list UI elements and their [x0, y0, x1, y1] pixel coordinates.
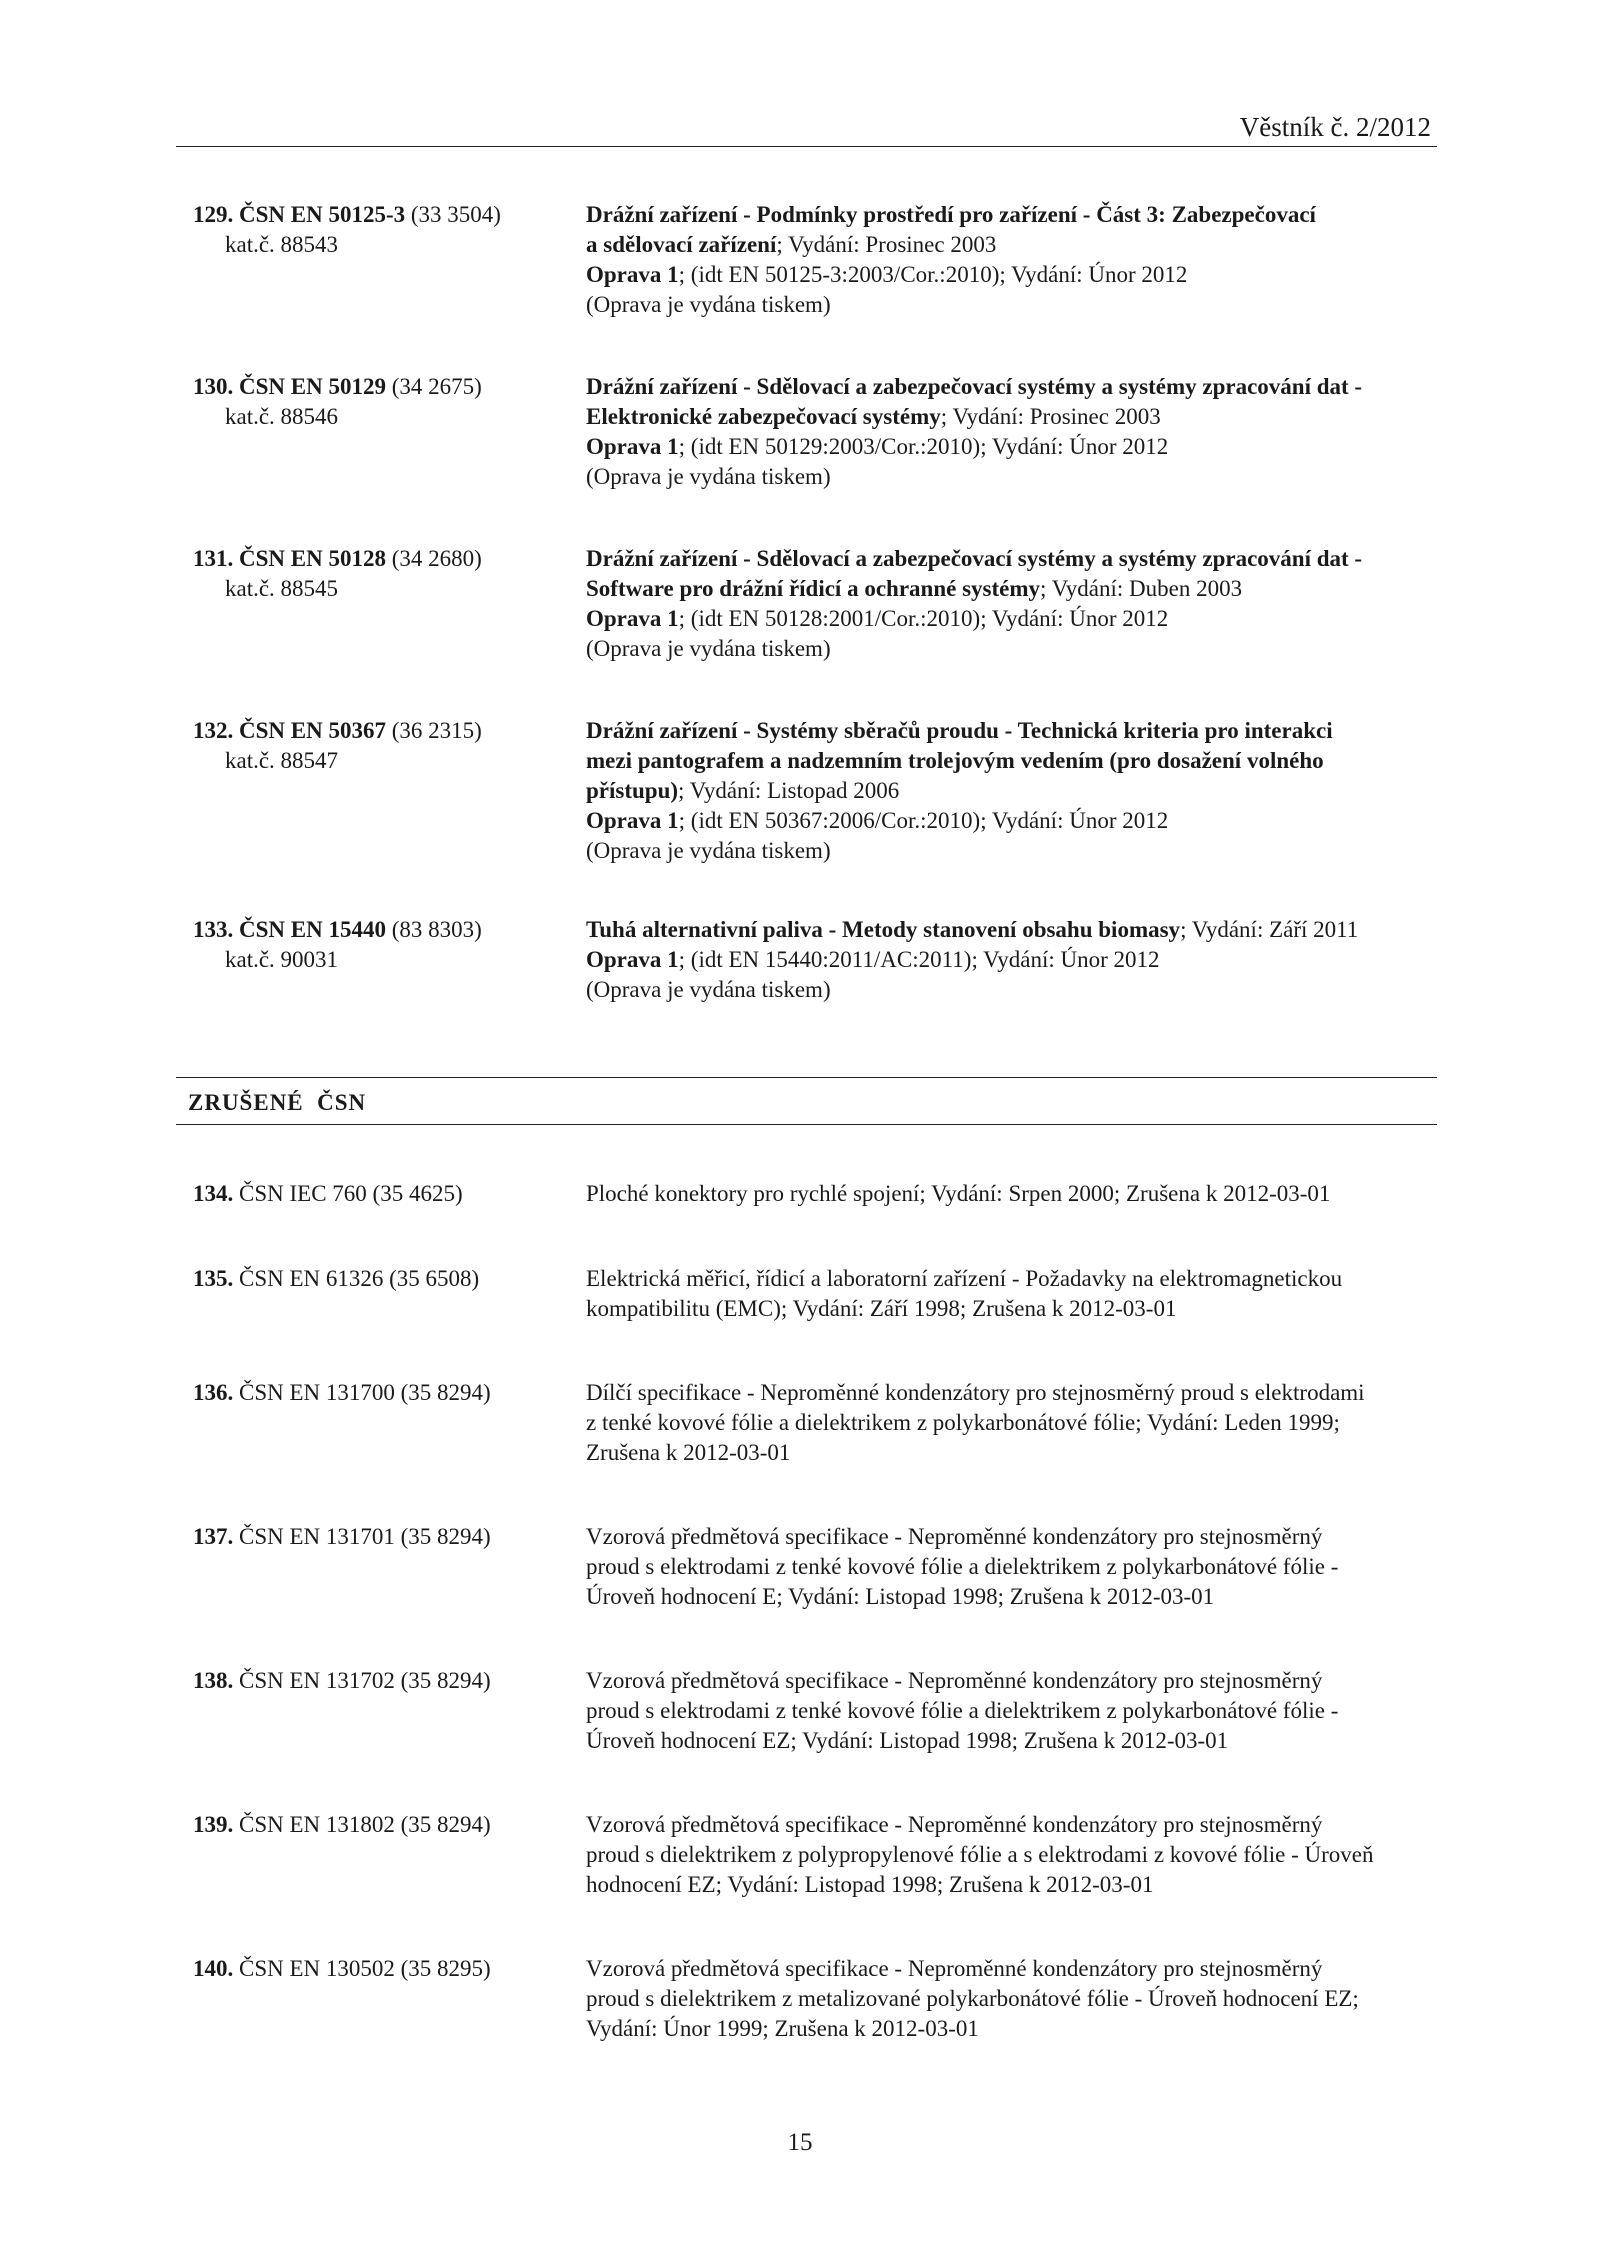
description-text: (Oprava je vydána tiskem)	[586, 977, 831, 1002]
description-text: ; (idt EN 50129:2003/Cor.:2010); Vydání: Únor 2012	[678, 434, 1169, 459]
entry-number: 129.	[193, 202, 234, 227]
entry-code-line	[193, 1954, 573, 1984]
entry-number: 131.	[193, 546, 234, 571]
entry-code-line	[193, 1666, 573, 1696]
description-line	[586, 806, 1446, 836]
entry-identifier	[193, 1264, 573, 1294]
description-line: Dílčí specifikace - Neproměnné kondenzátory pro stejnosměrný proud s elektrodami	[586, 1380, 1365, 1405]
description-bold: přístupu)	[586, 778, 679, 803]
description-line	[586, 776, 1446, 806]
entry-number: 130.	[193, 374, 234, 399]
description-line	[586, 716, 1446, 746]
entry-number: 135.	[193, 1266, 234, 1291]
description-line	[586, 402, 1446, 432]
description-bold: Drážní zařízení - Sdělovací a zabezpečovací systémy a systémy zpracování dat -	[586, 374, 1363, 399]
section-title: ZRUŠENÉ ČSN	[188, 1090, 367, 1115]
entry-description	[586, 1522, 1446, 1612]
description-line: Úroveň hodnocení E; Vydání: Listopad 1998; Zrušena k 2012-03-01	[586, 1584, 1215, 1609]
description-bold: a sdělovací zařízení	[586, 232, 777, 257]
description-line	[586, 975, 1446, 1005]
section-rule-bottom	[176, 1124, 1437, 1125]
page-number: 15	[787, 2129, 813, 2156]
description-bold: mezi pantografem a nadzemním trolejovým vedením (pro dosažení volného	[586, 748, 1324, 773]
entry-code-line	[193, 1522, 573, 1552]
entry-code-line	[193, 716, 573, 746]
description-bold: Drážní zařízení - Sdělovací a zabezpečovací systémy a systémy zpracování dat -	[586, 546, 1363, 571]
entry-number: 139.	[193, 1812, 234, 1837]
standard-code: ČSN EN 131802 (35 8294)	[239, 1812, 491, 1837]
description-line	[586, 574, 1446, 604]
catalog-number: kat.č. 88543	[225, 232, 339, 257]
description-bold: Software pro drážní řídicí a ochranné systémy	[586, 576, 1041, 601]
description-line	[586, 432, 1446, 462]
description-bold: Oprava 1	[586, 947, 679, 972]
standard-code: ČSN EN 50125-3	[239, 202, 406, 227]
description-line: proud s dielektrikem z metalizované polykarbonátové fólie - Úroveň hodnocení EZ;	[586, 1986, 1359, 2011]
description-line: Vzorová předmětová specifikace - Neproměnné kondenzátory pro stejnosměrný	[586, 1956, 1323, 1981]
standard-code: ČSN EN 131701 (35 8294)	[239, 1524, 491, 1549]
description-text: ; (idt EN 50128:2001/Cor.:2010); Vydání: Únor 2012	[678, 606, 1169, 631]
standard-code: ČSN EN 15440	[239, 917, 386, 942]
entry-code-line	[193, 544, 573, 574]
entry-code-line	[193, 1378, 573, 1408]
entry-number: 133.	[193, 917, 234, 942]
section-rule-top	[176, 1077, 1437, 1078]
standard-code: ČSN EN 50129	[239, 374, 386, 399]
entry-description	[586, 200, 1446, 320]
entry-number: 140.	[193, 1956, 234, 1981]
description-line	[586, 604, 1446, 634]
catalog-number: kat.č. 88546	[225, 404, 339, 429]
description-bold: Oprava 1	[586, 606, 679, 631]
entry-description	[586, 1264, 1446, 1324]
standard-code: ČSN EN 130502 (35 8295)	[239, 1956, 491, 1981]
description-line: Vydání: Únor 1999; Zrušena k 2012-03-01	[586, 2016, 979, 2041]
description-bold: Drážní zařízení - Podmínky prostředí pro zařízení - Část 3: Zabezpečovací	[586, 202, 1316, 227]
description-line	[586, 372, 1446, 402]
entry-identifier	[193, 1666, 573, 1696]
entry-description	[586, 1179, 1446, 1209]
description-line	[586, 836, 1446, 866]
entry-code-line	[193, 1264, 573, 1294]
description-line	[586, 462, 1446, 492]
description-line	[586, 290, 1446, 320]
entry-description	[586, 372, 1446, 492]
entry-code-line	[193, 372, 573, 402]
entry-description	[586, 1954, 1446, 2044]
standard-code: ČSN EN 50367	[239, 718, 386, 743]
entry-description	[586, 1378, 1446, 1468]
entry-code-line	[193, 1810, 573, 1840]
standard-code: ČSN EN 131700 (35 8294)	[239, 1380, 491, 1405]
entry-code-line	[193, 915, 573, 945]
bulletin-title: Věstník č. 2/2012	[1239, 112, 1431, 142]
description-text: ; Vydání: Duben 2003	[1040, 576, 1243, 601]
description-line: Vzorová předmětová specifikace - Neproměnné kondenzátory pro stejnosměrný	[586, 1524, 1323, 1549]
description-line: Elektrická měřicí, řídicí a laboratorní zařízení - Požadavky na elektromagnetickou	[586, 1266, 1343, 1291]
description-text: ; Vydání: Prosinec 2003	[940, 404, 1161, 429]
catalog-number: kat.č. 88547	[225, 748, 339, 773]
entry-identifier	[193, 915, 573, 975]
description-line: Vzorová předmětová specifikace - Neproměnné kondenzátory pro stejnosměrný	[586, 1812, 1323, 1837]
description-line	[586, 200, 1446, 230]
description-line: proud s elektrodami z tenké kovové fólie a dielektrikem z polykarbonátové fólie -	[586, 1698, 1339, 1723]
description-line: Úroveň hodnocení EZ; Vydání: Listopad 1998; Zrušena k 2012-03-01	[586, 1728, 1229, 1753]
entry-identifier	[193, 1179, 573, 1209]
entry-description	[586, 1666, 1446, 1756]
description-bold: Tuhá alternativní paliva - Metody stanovení obsahu biomasy	[586, 917, 1181, 942]
description-line: z tenké kovové fólie a dielektrikem z polykarbonátové fólie; Vydání: Leden 1999;	[586, 1410, 1340, 1435]
entry-description	[586, 544, 1446, 664]
entry-identifier	[193, 372, 573, 432]
classification-number: (34 2680)	[391, 546, 482, 571]
description-bold: Oprava 1	[586, 808, 679, 833]
header-rule	[176, 146, 1437, 147]
description-bold: Elektronické zabezpečovací systémy	[586, 404, 941, 429]
description-text: ; Vydání: Září 2011	[1180, 917, 1359, 942]
entry-identifier	[193, 200, 573, 260]
description-line: Ploché konektory pro rychlé spojení; Vydání: Srpen 2000; Zrušena k 2012-03-01	[586, 1181, 1331, 1206]
classification-number: (36 2315)	[391, 718, 482, 743]
classification-number: (33 3504)	[410, 202, 501, 227]
description-bold: Drážní zařízení - Systémy sběračů proudu - Technická kriteria pro interakci	[586, 718, 1333, 743]
entry-identifier	[193, 1522, 573, 1552]
entry-identifier	[193, 544, 573, 604]
description-text: (Oprava je vydána tiskem)	[586, 292, 831, 317]
description-text: (Oprava je vydána tiskem)	[586, 838, 831, 863]
entry-identifier	[193, 1810, 573, 1840]
entry-number: 132.	[193, 718, 234, 743]
entry-identifier	[193, 1378, 573, 1408]
description-bold: Oprava 1	[586, 434, 679, 459]
standard-code: ČSN IEC 760 (35 4625)	[239, 1181, 463, 1206]
entry-number: 138.	[193, 1668, 234, 1693]
entry-description	[586, 915, 1446, 1005]
classification-number: (34 2675)	[391, 374, 482, 399]
description-text: ; Vydání: Listopad 2006	[678, 778, 900, 803]
description-line: Zrušena k 2012-03-01	[586, 1440, 791, 1465]
description-line: hodnocení EZ; Vydání: Listopad 1998; Zrušena k 2012-03-01	[586, 1872, 1154, 1897]
description-line: Vzorová předmětová specifikace - Neproměnné kondenzátory pro stejnosměrný	[586, 1668, 1323, 1693]
description-line: proud s elektrodami z tenké kovové fólie a dielektrikem z polykarbonátové fólie -	[586, 1554, 1339, 1579]
description-line	[586, 230, 1446, 260]
entry-identifier	[193, 1954, 573, 1984]
description-line: kompatibilitu (EMC); Vydání: Září 1998; Zrušena k 2012-03-01	[586, 1296, 1177, 1321]
standard-code: ČSN EN 61326 (35 6508)	[239, 1266, 480, 1291]
entry-code-line	[193, 200, 573, 230]
description-line	[586, 945, 1446, 975]
catalog-number: kat.č. 88545	[225, 576, 339, 601]
description-line	[586, 544, 1446, 574]
entry-description	[586, 716, 1446, 866]
description-text: ; Vydání: Prosinec 2003	[776, 232, 997, 257]
description-line: proud s dielektrikem z polypropylenové fólie a s elektrodami z kovové fólie - Úroveň	[586, 1842, 1374, 1867]
description-text: ; (idt EN 50125-3:2003/Cor.:2010); Vydání: Únor 2012	[678, 262, 1188, 287]
entry-code-line	[193, 1179, 573, 1209]
description-line	[586, 746, 1446, 776]
description-line	[586, 634, 1446, 664]
entry-identifier	[193, 716, 573, 776]
catalog-number: kat.č. 90031	[225, 947, 339, 972]
description-line	[586, 260, 1446, 290]
classification-number: (83 8303)	[391, 917, 482, 942]
entry-description	[586, 1810, 1446, 1900]
description-text: ; (idt EN 15440:2011/AC:2011); Vydání: Únor 2012	[678, 947, 1160, 972]
standard-code: ČSN EN 131702 (35 8294)	[239, 1668, 491, 1693]
description-text: (Oprava je vydána tiskem)	[586, 464, 831, 489]
entry-number: 136.	[193, 1380, 234, 1405]
description-text: (Oprava je vydána tiskem)	[586, 636, 831, 661]
entry-number: 137.	[193, 1524, 234, 1549]
description-line	[586, 915, 1446, 945]
description-text: ; (idt EN 50367:2006/Cor.:2010); Vydání: Únor 2012	[678, 808, 1169, 833]
standard-code: ČSN EN 50128	[239, 546, 386, 571]
entry-number: 134.	[193, 1181, 234, 1206]
description-bold: Oprava 1	[586, 262, 679, 287]
